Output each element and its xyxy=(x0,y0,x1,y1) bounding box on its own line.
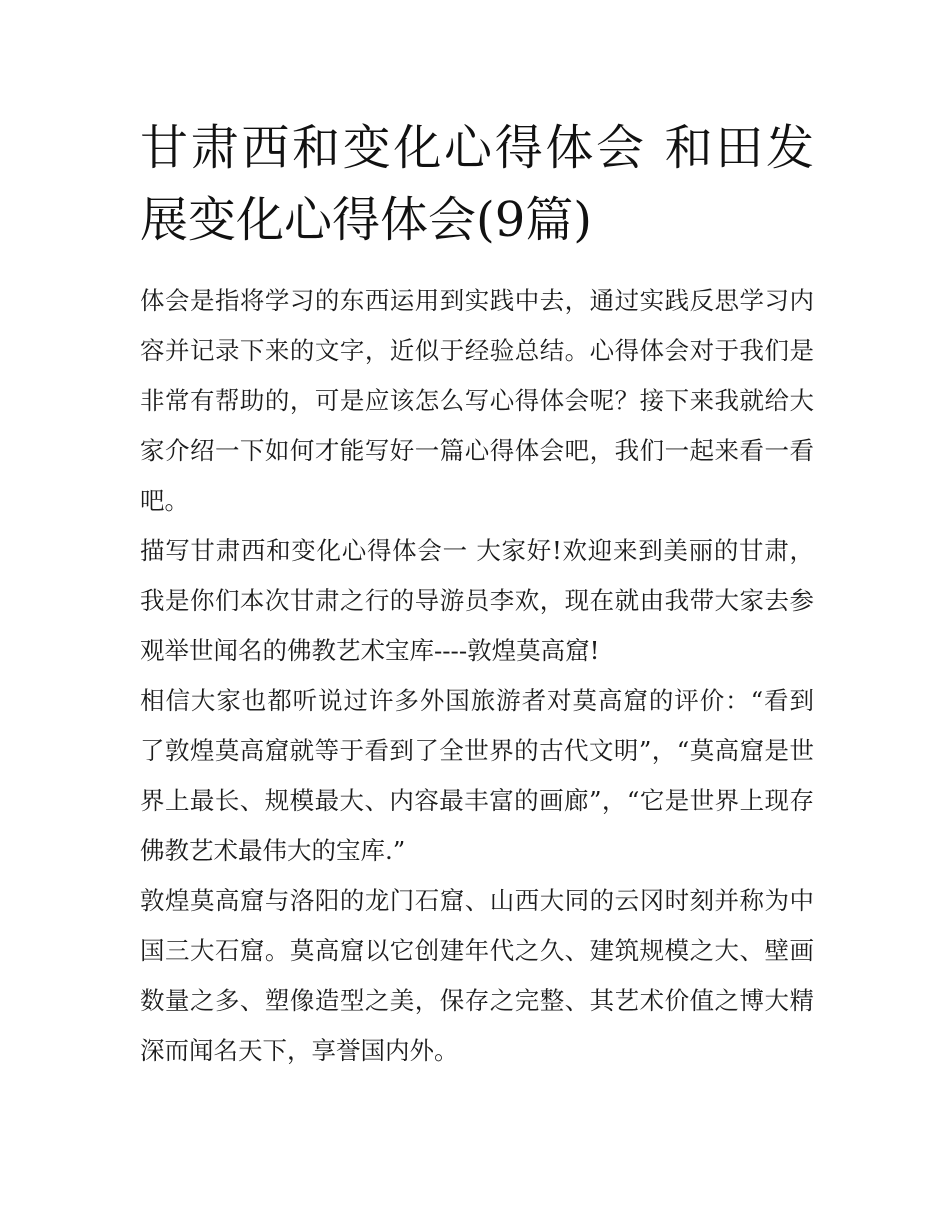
paragraph-welcome: 描写甘肃西和变化心得体会一 大家好!欢迎来到美丽的甘肃，我是你们本次甘肃之行的导游员李欢，现在就由我带大家去参观举世闻名的佛教艺术宝库----敦煌莫高窟! xyxy=(140,536,814,665)
paragraph-evaluation: 相信大家也都听说过许多外国旅游者对莫高窟的评价：“看到了敦煌莫高窟就等于看到了全世界的古代文明”，“莫高窟是世界上最长、规模最大、内容最丰富的画廊”，“它是世界上现存佛教艺术最伟大的宝库.” xyxy=(140,686,814,865)
paragraph-intro: 体会是指将学习的东西运用到实践中去，通过实践反思学习内容并记录下来的文字，近似于经验总结。心得体会对于我们是非常有帮助的，可是应该怎么写心得体会呢？接下来我就给大家介绍一下如何才能写好一篇心得体会吧，我们一起来看一看吧。 xyxy=(140,286,814,515)
paragraph-three-grottoes: 敦煌莫高窟与洛阳的龙门石窟、山西大同的云冈时刻并称为中国三大石窟。莫高窟以它创建年代之久、建筑规模之大、壁画数量之多、塑像造型之美，保存之完整、其艺术价值之博大精深而闻名天下，享誉国内外。 xyxy=(140,886,814,1065)
document-body xyxy=(140,112,814,1076)
document-title: 甘肃西和变化心得体会 和田发展变化心得体会(9篇) xyxy=(140,120,814,248)
paragraph-list xyxy=(140,276,814,1076)
